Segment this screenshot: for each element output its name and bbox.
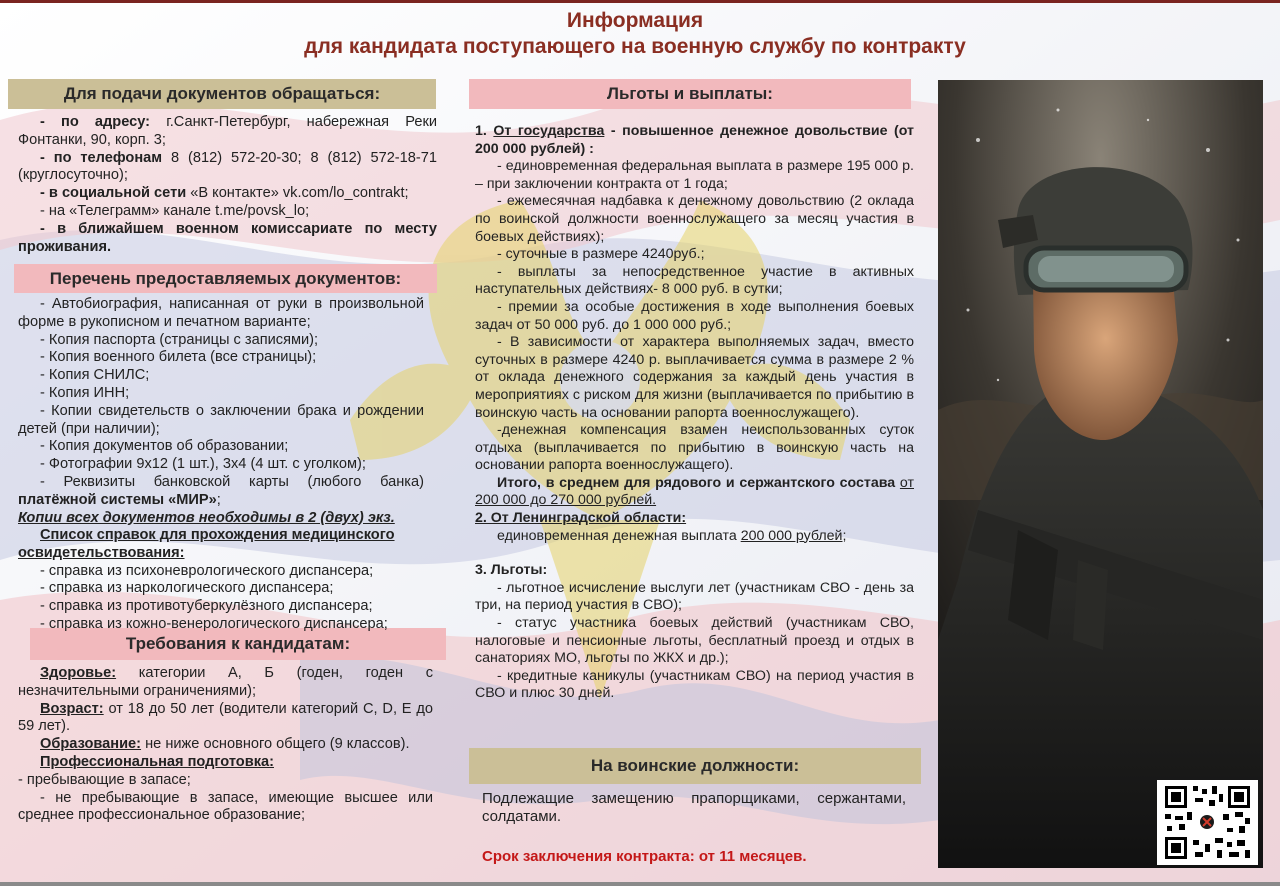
req-age: Возраст: от 18 до 50 лет (водители категорий С, D, Е до 59 лет).: [18, 700, 433, 735]
contact-block: [18, 114, 437, 256]
privilege-item: - льготное исчисление выслуги лет (участникам СВО - день за три, на период участия в СВО);: [475, 579, 914, 614]
documents-block: [18, 296, 424, 527]
benefit-item: - В зависимости от характера выполняемых задач, вместо суточных в размере 4240 р. выплачивается сумма в размере 2 % от оклада денежного содержания за каждый день участия в мероприятиях с риском для жизни (выплачивается по прибытию в воинскую часть на основании рапорта военнослужащего).: [475, 334, 914, 421]
title-line-1: Информация: [566, 9, 704, 32]
document-item: - Копия документов об образовании;: [40, 438, 289, 455]
benefit-state-heading: 1. От государства - повышенное денежное довольствие (от 200 000 рублей) :: [475, 123, 914, 157]
document-item: - Копия военного билета (все страницы);: [40, 349, 317, 366]
document-item: - Фотографии 9х12 (1 шт.), 3х4 (4 шт. с уголком);: [40, 456, 366, 473]
qr-code-icon: [1157, 780, 1258, 865]
header-documents: Перечень предоставляемых документов:: [14, 264, 437, 293]
contact-address: - по адресу: г.Санкт-Петербург, набережная Реки Фонтанки, 90, корп. 3;: [18, 114, 437, 148]
document-item-bank: - Реквизиты банковской карты (любого банка) платёжной системы «МИР»;: [18, 473, 424, 508]
contact-commissariat: - в ближайшем военном комиссариате по месту проживания.: [18, 220, 437, 255]
page-title: [0, 8, 1270, 60]
benefit-item: - премии за особые достижения в ходе выполнения боевых задач от 50 000 руб. до 1 000 000 руб.;: [475, 298, 914, 333]
document-item: - Копии свидетельств о заключении брака и рождении детей (при наличии);: [18, 402, 424, 437]
req-reserve: - пребывающие в запасе;: [18, 771, 191, 788]
benefit-item: - суточные в размере 4240руб.;: [497, 246, 705, 263]
requirements-block: [18, 665, 433, 825]
medical-item: - справка из противотуберкулёзного диспансера;: [40, 598, 373, 615]
soldier-photo: [938, 80, 1263, 868]
soldier-illustration: [938, 80, 1263, 868]
medical-title: Список справок для прохождения медицинского освидетельствования:: [18, 527, 395, 561]
benefit-item: - выплаты за непосредственное участие в активных наступательных действиях- 8 000 руб. в сутки;: [475, 263, 914, 298]
benefits-block: [475, 123, 914, 703]
req-prof-label: Профессиональная подготовка:: [40, 753, 274, 770]
medical-block: [18, 527, 437, 634]
benefit-region-text: единовременная денежная выплата 200 000 рублей;: [497, 527, 847, 544]
contact-telegram: - на «Телеграмм» канале t.me/povsk_lo;: [40, 202, 310, 219]
contact-phones: - по телефонам 8 (812) 572-20-30; 8 (812) 572-18-71 (круглосуточно);: [18, 149, 437, 184]
medical-item: - справка из кожно-венерологического диспансера;: [40, 615, 388, 632]
header-positions: На воинские должности:: [469, 748, 921, 784]
document-item: - Копия ИНН;: [40, 384, 130, 401]
benefit-item: - единовременная федеральная выплата в размере 195 000 р. – при заключении контракта от 1 года;: [475, 158, 914, 192]
benefit-total: Итого, в среднем для рядового и сержантского состава от 200 000 до 270 000 рублей.: [475, 474, 914, 509]
contract-term: Срок заключения контракта: от 11 месяцев.: [482, 848, 807, 865]
positions-block: [482, 790, 906, 826]
copies-note: Копии всех документов необходимы в 2 (двух) экз.: [18, 509, 395, 526]
req-not-reserve: - не пребывающие в запасе, имеющие высшее или среднее профессиональное образование;: [18, 789, 433, 824]
top-border: [0, 0, 1280, 3]
qr-code: [1157, 780, 1258, 865]
req-health: Здоровье: категории А, Б (годен, годен с незначительными ограничениями);: [18, 665, 433, 699]
spacer: [475, 545, 914, 562]
positions-text: Подлежащие замещению прапорщиками, сержантами, солдатами.: [482, 790, 906, 825]
header-requirements: Требования к кандидатам:: [30, 628, 446, 660]
title-line-2: для кандидата поступающего на военную службу по контракту: [304, 35, 966, 58]
document-item: - Копия СНИЛС;: [40, 367, 150, 384]
benefit-item: - ежемесячная надбавка к денежному довольствию (2 оклада по воинской должности военнослужащего за месяц участия в боевых действиях);: [475, 193, 914, 245]
req-education: Образование: не ниже основного общего (9 классов).: [40, 736, 410, 753]
medical-item: - справка из наркологического диспансера;: [40, 580, 334, 597]
contact-social: - в социальной сети «В контакте» vk.com/lo_contrakt;: [40, 185, 409, 202]
privilege-item: - статус участника боевых действий (участникам СВО, налоговые и пенсионные льготы, бесплатный проезд и отдых в санаториях МО, льготы по ЖКХ и др.);: [475, 615, 914, 667]
header-benefits: Льготы и выплаты:: [469, 79, 911, 109]
benefit-item: -денежная компенсация взамен неиспользованных суток отдыха (выплачивается по прибытию в воинскую часть на основании рапорта военнослужащего).: [475, 422, 914, 474]
document-item: - Копия паспорта (страницы с записями);: [40, 331, 319, 348]
privilege-item: - кредитные каникулы (участникам СВО) на период участия в СВО и плюс 30 дней.: [475, 667, 914, 702]
bottom-border: [0, 882, 1280, 886]
benefit-privileges-heading: 3. Льготы:: [475, 562, 548, 579]
header-contact: Для подачи документов обращаться:: [8, 79, 436, 109]
benefit-region-heading: 2. От Ленинградской области:: [475, 510, 687, 527]
document-item: - Автобиография, написанная от руки в произвольной форме в рукописном и печатном варианте;: [18, 296, 424, 330]
medical-item: - справка из психоневрологического диспансера;: [40, 562, 374, 579]
